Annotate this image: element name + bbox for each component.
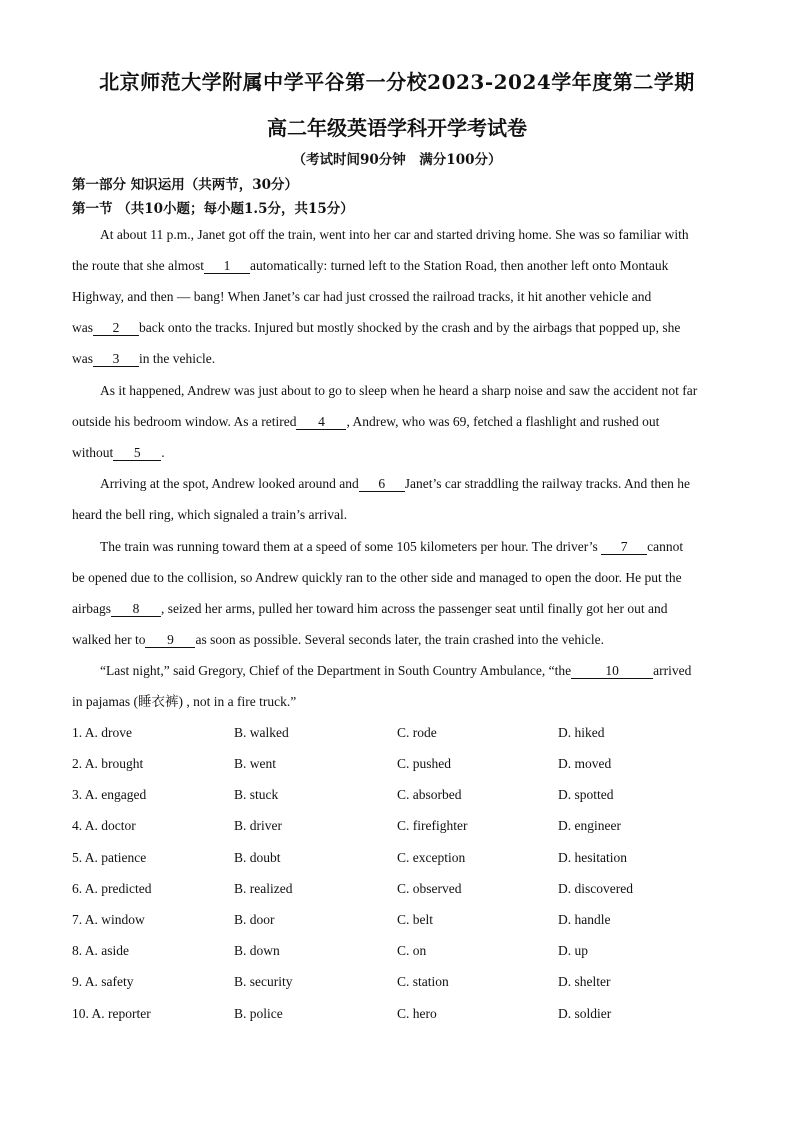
option-a[interactable]: 3. A. engaged	[72, 787, 147, 802]
option-d[interactable]: D. handle	[558, 912, 611, 927]
option-d[interactable]: D. discovered	[558, 881, 633, 896]
passage-text: in the vehicle.	[139, 351, 216, 366]
option-b[interactable]: B. door	[234, 912, 275, 927]
option-b[interactable]: B. realized	[234, 881, 293, 896]
blank-4[interactable]: 4	[296, 415, 346, 430]
option-b[interactable]: B. down	[234, 943, 280, 958]
passage-text: as soon as possible. Several seconds later, the train crashed into the vehicle.	[195, 632, 604, 647]
option-a[interactable]: 5. A. patience	[72, 850, 147, 865]
option-a[interactable]: 7. A. window	[72, 912, 145, 927]
blank-3[interactable]: 3	[93, 352, 139, 367]
option-d[interactable]: D. soldier	[558, 1006, 612, 1021]
passage-line	[72, 506, 722, 524]
passage-text: in pajamas (睡衣裤) , not in a fire truck.”	[72, 694, 297, 709]
passage-line	[72, 631, 722, 649]
passage-line	[72, 413, 722, 431]
option-b[interactable]: B. security	[234, 974, 293, 989]
question-row	[72, 1006, 722, 1024]
passage-line	[72, 569, 722, 587]
option-d[interactable]: D. shelter	[558, 974, 611, 989]
option-b[interactable]: B. walked	[234, 725, 289, 740]
passage-line	[72, 444, 722, 462]
passage-line	[100, 538, 750, 556]
passage-text: automatically: turned left to the Station Road, then another left onto Montauk	[249, 258, 669, 273]
exam-title: 北京师范大学附属中学平谷第一分校2023-2024学年度第二学期	[99, 70, 695, 94]
option-c[interactable]: C. exception	[397, 850, 466, 865]
option-a[interactable]: 1. A. drove	[72, 725, 132, 740]
option-a[interactable]: 9. A. safety	[72, 974, 134, 989]
passage-line	[100, 662, 750, 680]
option-c[interactable]: C. on	[397, 943, 427, 958]
option-a[interactable]: 2. A. brought	[72, 756, 144, 771]
question-row	[72, 850, 722, 868]
section-label: 第一节 （共10小题；每小题1.5分，共15分）	[72, 201, 354, 217]
passage-line	[72, 319, 722, 337]
question-row	[72, 725, 722, 743]
passage-text: “Last night,” said Gregory, Chief of the Department in South Country Ambulance, “the	[100, 663, 572, 678]
option-a[interactable]: 6. A. predicted	[72, 881, 152, 896]
passage-line	[72, 288, 722, 306]
question-row	[72, 943, 722, 961]
blank-10[interactable]: 10	[571, 664, 653, 679]
option-a[interactable]: 10. A. reporter	[72, 1006, 151, 1021]
passage-text: , Andrew, who was 69, fetched a flashlight and rushed out	[346, 414, 660, 429]
passage-text: was	[72, 351, 93, 366]
blank-1[interactable]: 1	[204, 259, 250, 274]
question-row	[72, 756, 722, 774]
passage-text: As it happened, Andrew was just about to go to sleep when he heard a sharp noise and saw the accident not far	[100, 383, 698, 398]
option-c[interactable]: C. rode	[397, 725, 437, 740]
option-c[interactable]: C. absorbed	[397, 787, 462, 802]
option-d[interactable]: D. engineer	[558, 818, 621, 833]
exam-info: （考试时间90分钟 满分100分）	[292, 152, 502, 168]
passage-text: without	[72, 445, 114, 460]
passage-line	[72, 600, 722, 618]
blank-2[interactable]: 2	[93, 321, 139, 336]
option-d[interactable]: D. moved	[558, 756, 612, 771]
option-b[interactable]: B. police	[234, 1006, 283, 1021]
passage-line	[72, 350, 722, 368]
passage-line	[72, 257, 722, 275]
option-a[interactable]: 4. A. doctor	[72, 818, 136, 833]
passage-line	[100, 475, 750, 493]
blank-6[interactable]: 6	[359, 477, 405, 492]
option-d[interactable]: D. hesitation	[558, 850, 627, 865]
blank-9[interactable]: 9	[145, 633, 195, 648]
option-b[interactable]: B. stuck	[234, 787, 279, 802]
option-d[interactable]: D. up	[558, 943, 588, 958]
option-c[interactable]: C. belt	[397, 912, 433, 927]
passage-text: be opened due to the collision, so Andrew quickly ran to the other side and managed to open the door. He put the	[72, 570, 682, 585]
part-label: 第一部分 知识运用（共两节，30分）	[72, 177, 298, 193]
passage-text: Highway, and then — bang! When Janet’s car had just crossed the railroad tracks, it hit another vehicle and	[72, 289, 652, 304]
question-row	[72, 787, 722, 805]
passage-text: , seized her arms, pulled her toward him across the passenger seat until finally got her out and	[160, 601, 668, 616]
option-c[interactable]: C. firefighter	[397, 818, 468, 833]
passage-text: was	[72, 320, 93, 335]
option-b[interactable]: B. driver	[234, 818, 282, 833]
question-row	[72, 974, 722, 992]
passage-line	[72, 693, 722, 711]
passage-text: outside his bedroom window. As a retired	[72, 414, 297, 429]
option-c[interactable]: C. hero	[397, 1006, 437, 1021]
question-row	[72, 912, 722, 930]
passage-text: The train was running toward them at a speed of some 105 kilometers per hour. The driver’s	[100, 539, 598, 554]
passage-line	[100, 226, 750, 244]
blank-8[interactable]: 8	[111, 602, 161, 617]
option-b[interactable]: B. went	[234, 756, 276, 771]
question-row	[72, 818, 722, 836]
blank-7[interactable]: 7	[601, 540, 647, 555]
passage-text: Janet’s car straddling the railway tracks. And then he	[404, 476, 690, 491]
passage-text: heard the bell ring, which signaled a train’s arrival.	[72, 507, 348, 522]
option-b[interactable]: B. doubt	[234, 850, 281, 865]
passage-text: At about 11 p.m., Janet got off the train, went into her car and started driving home. She was so familiar with	[100, 227, 689, 242]
option-c[interactable]: C. observed	[397, 881, 462, 896]
question-row	[72, 881, 722, 899]
exam-subtitle: 高二年级英语学科开学考试卷	[267, 116, 527, 140]
passage-text: the route that she almost	[72, 258, 204, 273]
passage-line	[100, 382, 750, 400]
option-c[interactable]: C. pushed	[397, 756, 451, 771]
option-a[interactable]: 8. A. aside	[72, 943, 129, 958]
passage-text: walked her to	[72, 632, 146, 647]
option-c[interactable]: C. station	[397, 974, 449, 989]
passage-text: Arriving at the spot, Andrew looked around and	[100, 476, 359, 491]
passage-text: .	[161, 445, 165, 460]
passage-text: cannot	[647, 539, 684, 554]
option-d[interactable]: D. spotted	[558, 787, 614, 802]
option-d[interactable]: D. hiked	[558, 725, 605, 740]
passage-text: arrived	[653, 663, 692, 678]
blank-5[interactable]: 5	[113, 446, 161, 461]
passage-text: back onto the tracks. Injured but mostly shocked by the crash and by the airbags that popped up, she	[139, 320, 681, 335]
passage-text: airbags	[72, 601, 111, 616]
